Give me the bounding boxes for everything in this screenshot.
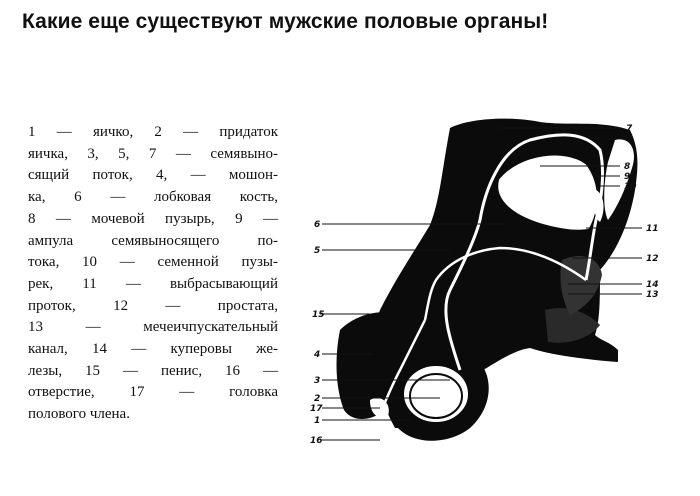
legend-line: ка, 6 — лобковая кость, — [28, 189, 278, 206]
label-1: 1 — [314, 416, 321, 426]
anatomy-diagram — [300, 110, 690, 490]
legend-line: лезы, 15 — пенис, 16 — — [28, 362, 278, 379]
legend-line: рек, 11 — выбрасывающий — [28, 275, 278, 292]
legend-line: тока, 10 — семенной пузы- — [28, 254, 278, 271]
label-16: 16 — [310, 436, 323, 446]
label-3: 3 — [314, 376, 321, 386]
label-10: 10 — [624, 182, 637, 192]
legend-line: 1 — яичко, 2 — придаток — [28, 124, 278, 140]
label-9: 9 — [624, 172, 631, 182]
label-6: 6 — [314, 220, 321, 230]
label-11: 11 — [646, 224, 659, 234]
legend-line: ампула семявыносящего по- — [28, 232, 278, 249]
label-5: 5 — [314, 246, 321, 256]
legend-line: отверстие, 17 — головка — [28, 384, 278, 401]
label-8: 8 — [624, 162, 631, 172]
label-7: 7 — [626, 124, 633, 134]
label-17: 17 — [310, 404, 323, 414]
label-4: 4 — [314, 350, 321, 360]
legend-text — [28, 122, 278, 426]
testis-inner — [410, 374, 462, 418]
legend-line: полового члена. — [28, 406, 130, 423]
label-2: 2 — [314, 394, 321, 404]
legend-line: 13 — мечеичпускательный — [28, 319, 278, 336]
page-title: Какие еще существуют мужские половые органы! — [22, 10, 549, 33]
legend-line: яичка, 3, 5, 7 — семявыно- — [28, 145, 278, 162]
label-15: 15 — [312, 310, 325, 320]
label-12: 12 — [646, 254, 659, 264]
legend-line: 8 — мочевой пузырь, 9 — — [28, 210, 278, 227]
legend-line: проток, 12 — простата, — [28, 297, 278, 314]
legend-line: сящий поток, 4, — мошон- — [28, 167, 278, 184]
label-13: 13 — [646, 290, 659, 300]
label-14: 14 — [646, 280, 659, 290]
legend-line: канал, 14 — куперовы же- — [28, 341, 278, 358]
